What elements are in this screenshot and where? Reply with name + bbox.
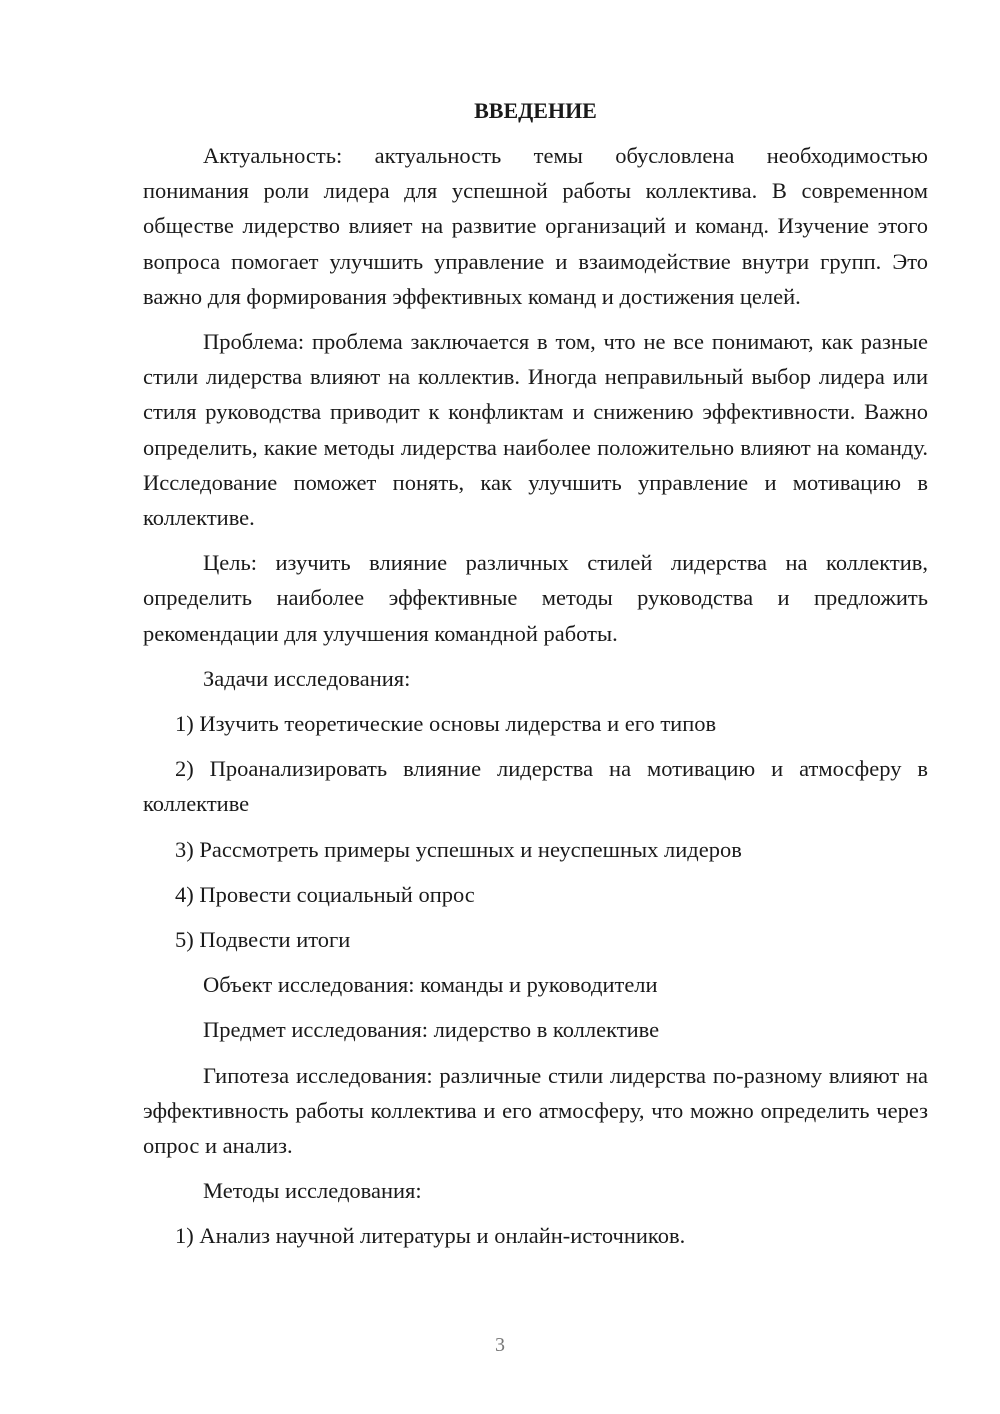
tasks-heading: Задачи исследования: [203, 665, 411, 691]
goal-paragraph: Цель: изучить влияние различных стилей лидерства на коллектив, определить наиболее эффективные методы руководства и предложить рекомендации для улучшения командной работы. [143, 550, 928, 646]
page-number: 3 [495, 1334, 505, 1356]
task-item: 5) Подвести итоги [175, 927, 351, 953]
problem-paragraph: Проблема: проблема заключается в том, что не все понимают, как разные стили лидерства влияют на коллектив. Иногда неправильный выбор лидера или стиля руководства приводит к конфликтам и снижению эффективности. Важно определить, какие методы лидерства наиболее положительно влияют на команду. Исследование поможет понять, как улучшить управление и мотивацию в коллективе. [143, 329, 928, 531]
task-item: 4) Провести социальный опрос [175, 881, 475, 907]
relevance-paragraph: Актуальность: актуальность темы обусловлена необходимостью понимания роли лидера для успешной работы коллектива. В современном обществе лидерство влияет на развитие организаций и команд. Изучение этого вопроса помогает улучшить управление и взаимодействие внутри групп. Это важно для формирования эффективных команд и достижения целей. [143, 143, 928, 309]
task-item: 2) Проанализировать влияние лидерства на мотивацию и атмосферу в коллективе [143, 756, 928, 817]
task-item: 3) Рассмотреть примеры успешных и неуспешных лидеров [175, 836, 742, 862]
hypothesis-paragraph: Гипотеза исследования: различные стили лидерства по-разному влияют на эффективность работы коллектива и его атмосферу, что можно определить через опрос и анализ. [143, 1062, 928, 1159]
task-item: 1) Изучить теоретические основы лидерства и его типов [175, 711, 717, 737]
method-item: 1) Анализ научной литературы и онлайн-источников. [175, 1223, 686, 1249]
document-page [143, 96, 928, 1264]
methods-heading: Методы исследования: [203, 1178, 422, 1204]
section-title: ВВЕДЕНИЕ [474, 98, 597, 123]
research-subject: Предмет исследования: лидерство в коллективе [203, 1017, 660, 1043]
research-object: Объект исследования: команды и руководители [203, 972, 658, 998]
